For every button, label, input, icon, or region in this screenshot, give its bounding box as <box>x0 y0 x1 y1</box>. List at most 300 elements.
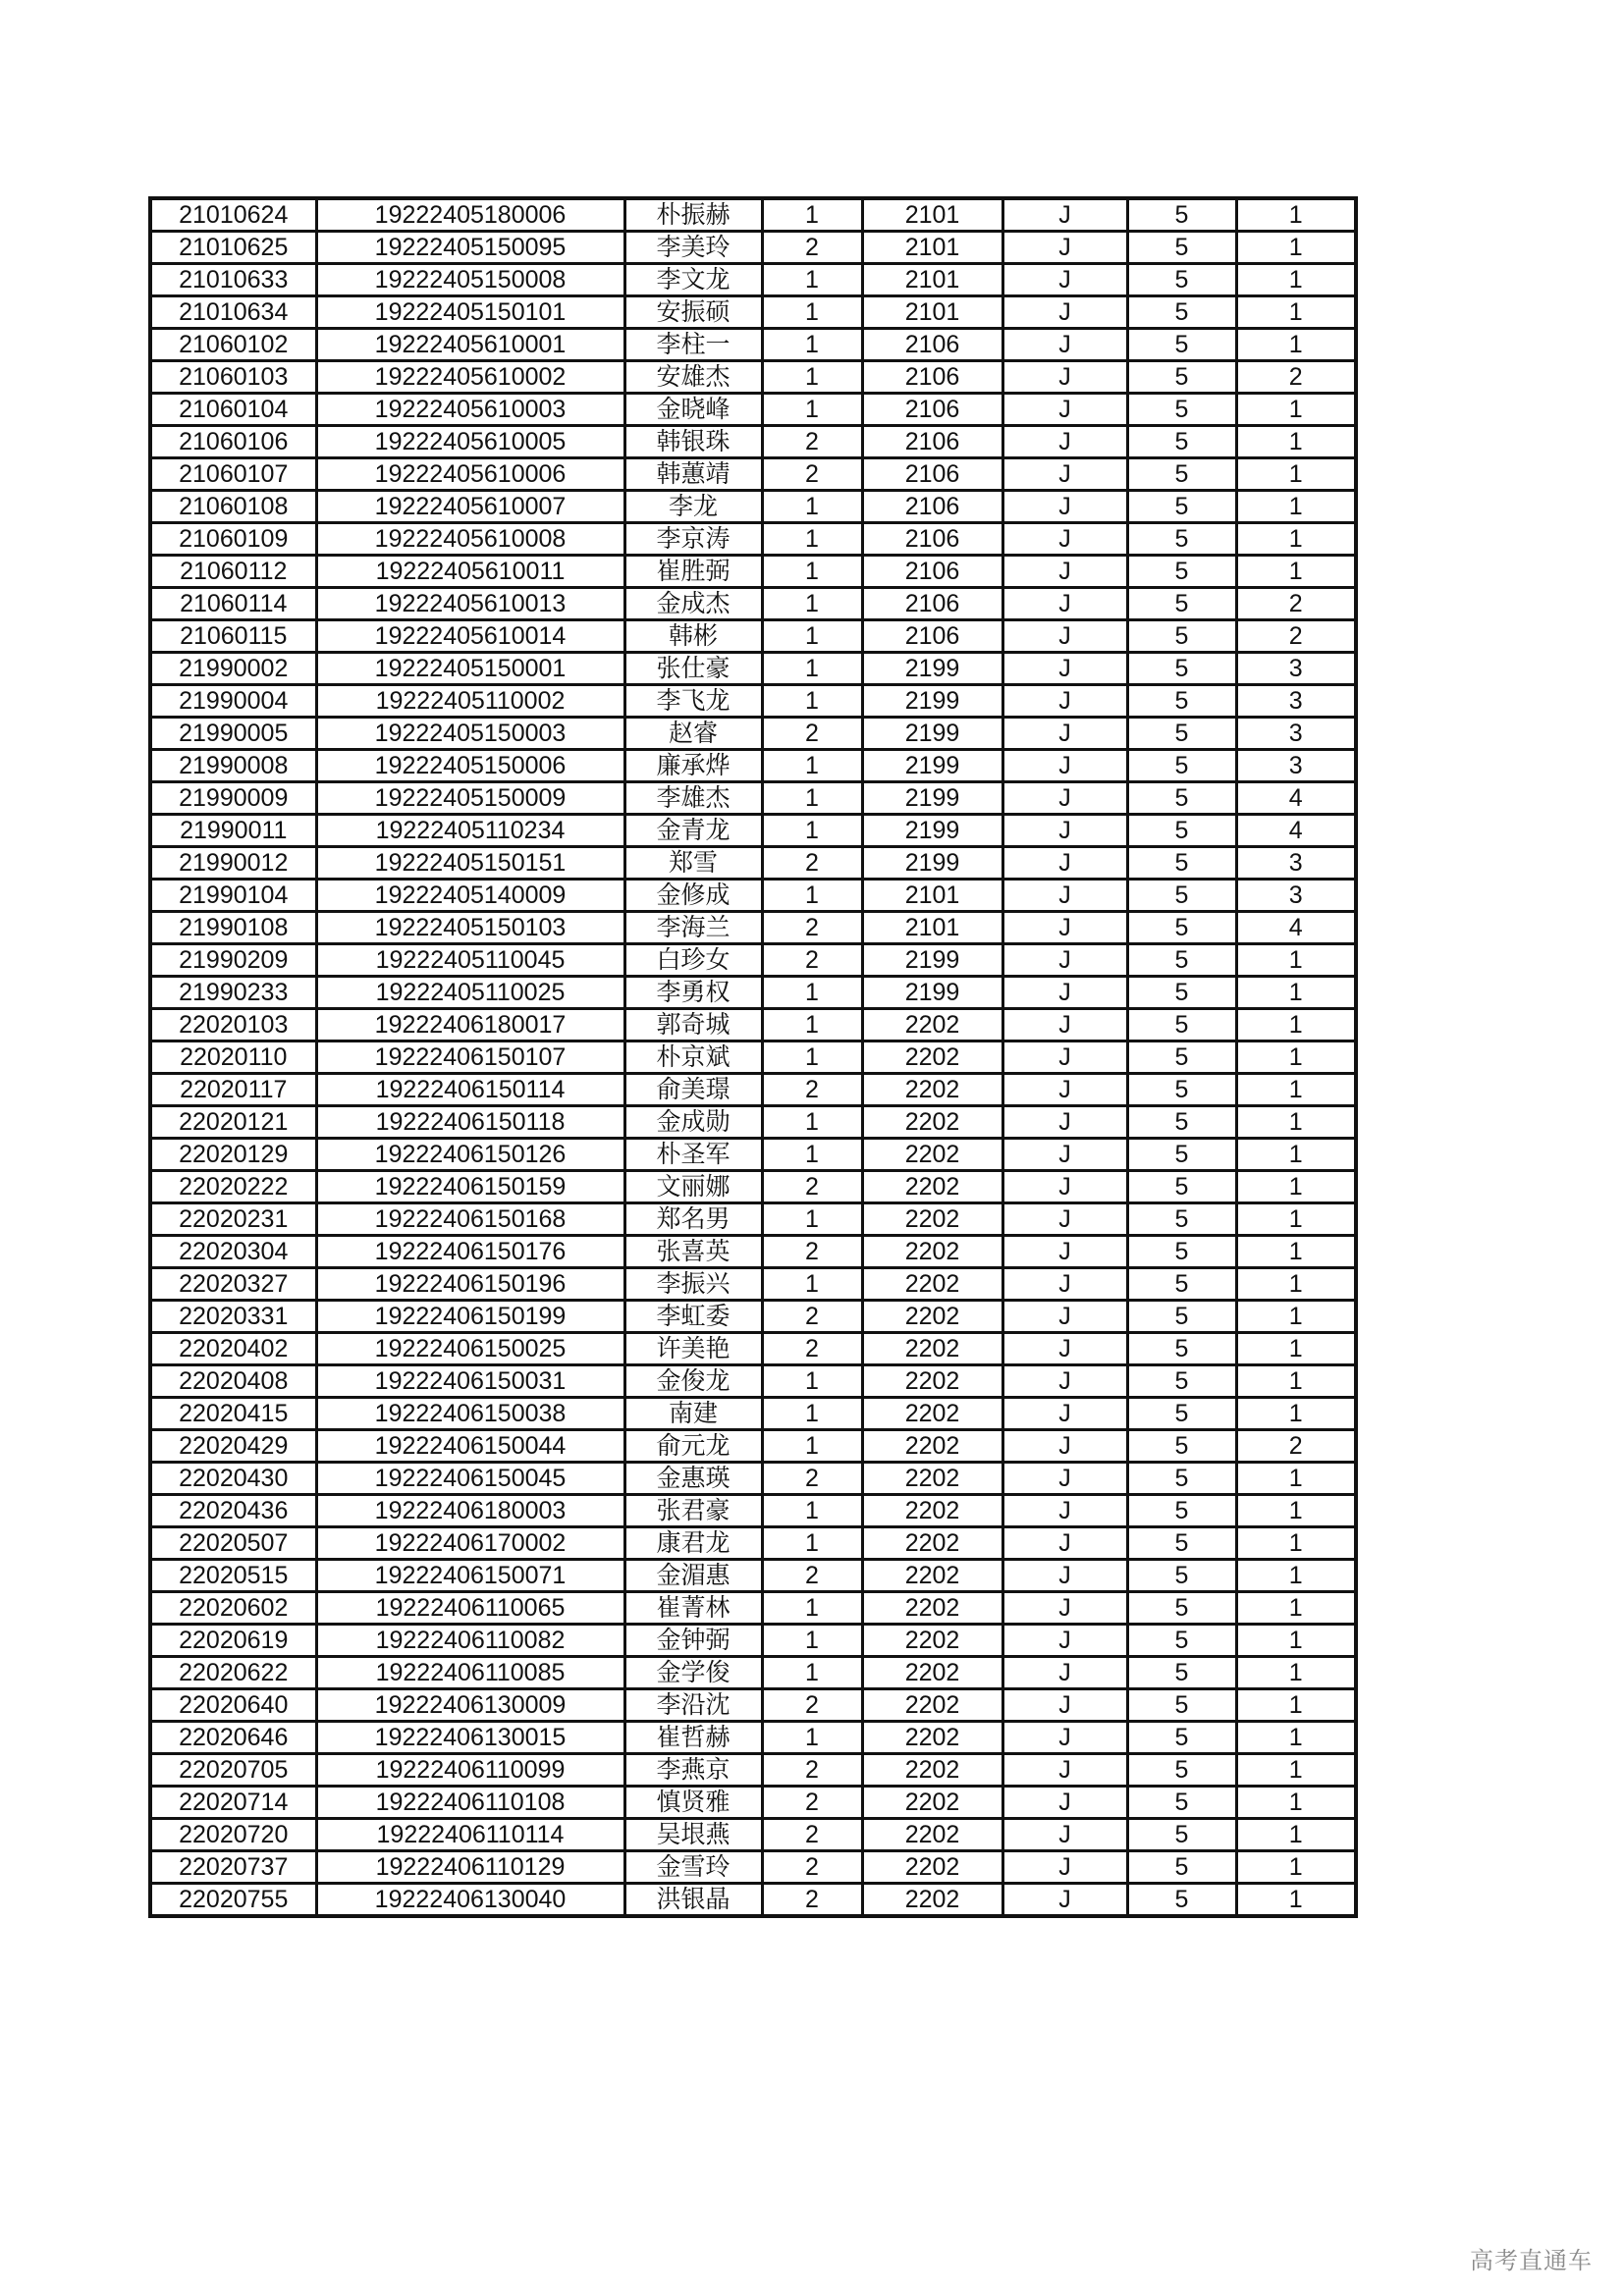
id-number-cell: 19222405150001 <box>316 653 624 685</box>
name-cell: 朴京斌 <box>624 1041 762 1074</box>
school-code-cell: 2202 <box>862 1009 1002 1041</box>
exam-number-cell: 21990005 <box>150 718 316 750</box>
id-number-cell: 19222406130009 <box>316 1689 624 1722</box>
id-number-cell: 19222405150095 <box>316 232 624 264</box>
exam-number-cell: 22020507 <box>150 1527 316 1560</box>
exam-number-cell: 21990012 <box>150 847 316 880</box>
type-cell: J <box>1002 685 1127 718</box>
table-row <box>150 1819 1356 1851</box>
school-code-cell: 2106 <box>862 458 1002 491</box>
gender-cell: 2 <box>762 1171 862 1203</box>
type-cell: J <box>1002 1236 1127 1268</box>
gender-cell: 1 <box>762 556 862 588</box>
table-row <box>150 1365 1356 1398</box>
table-row <box>150 458 1356 491</box>
table-row <box>150 198 1356 232</box>
id-number-cell: 19222406110099 <box>316 1754 624 1787</box>
exam-number-cell: 21010625 <box>150 232 316 264</box>
gender-cell: 1 <box>762 685 862 718</box>
exam-number-cell: 22020117 <box>150 1074 316 1106</box>
count-cell: 2 <box>1236 1430 1356 1463</box>
school-code-cell: 2202 <box>862 1754 1002 1787</box>
value-cell: 5 <box>1127 1722 1236 1754</box>
value-cell: 5 <box>1127 1236 1236 1268</box>
id-number-cell: 19222405150103 <box>316 912 624 944</box>
school-code-cell: 2202 <box>862 1236 1002 1268</box>
name-cell: 金成勋 <box>624 1106 762 1139</box>
count-cell: 1 <box>1236 198 1356 232</box>
exam-number-cell: 22020430 <box>150 1463 316 1495</box>
type-cell: J <box>1002 1689 1127 1722</box>
name-cell: 金雪玲 <box>624 1851 762 1884</box>
value-cell: 5 <box>1127 1527 1236 1560</box>
exam-number-cell: 21060115 <box>150 620 316 653</box>
table-row <box>150 1754 1356 1787</box>
id-number-cell: 19222405610006 <box>316 458 624 491</box>
table-row <box>150 1851 1356 1884</box>
id-number-cell: 19222405180006 <box>316 198 624 232</box>
count-cell: 1 <box>1236 523 1356 556</box>
exam-number-cell: 21990011 <box>150 815 316 847</box>
exam-number-cell: 21010633 <box>150 264 316 296</box>
value-cell: 5 <box>1127 1463 1236 1495</box>
gender-cell: 1 <box>762 1527 862 1560</box>
type-cell: J <box>1002 264 1127 296</box>
id-number-cell: 19222406150199 <box>316 1301 624 1333</box>
name-cell: 张喜英 <box>624 1236 762 1268</box>
exam-number-cell: 21060108 <box>150 491 316 523</box>
school-code-cell: 2199 <box>862 750 1002 782</box>
count-cell: 1 <box>1236 1819 1356 1851</box>
count-cell: 1 <box>1236 1236 1356 1268</box>
name-cell: 郭奇城 <box>624 1009 762 1041</box>
count-cell: 1 <box>1236 329 1356 361</box>
table-row <box>150 1301 1356 1333</box>
value-cell: 5 <box>1127 750 1236 782</box>
type-cell: J <box>1002 1754 1127 1787</box>
value-cell: 5 <box>1127 1333 1236 1365</box>
value-cell: 5 <box>1127 685 1236 718</box>
table-row <box>150 1139 1356 1171</box>
id-number-cell: 19222406110085 <box>316 1657 624 1689</box>
type-cell: J <box>1002 1398 1127 1430</box>
count-cell: 1 <box>1236 1851 1356 1884</box>
count-cell: 1 <box>1236 977 1356 1009</box>
type-cell: J <box>1002 620 1127 653</box>
count-cell: 3 <box>1236 750 1356 782</box>
value-cell: 5 <box>1127 1268 1236 1301</box>
count-cell: 1 <box>1236 1689 1356 1722</box>
value-cell: 5 <box>1127 653 1236 685</box>
exam-number-cell: 22020714 <box>150 1787 316 1819</box>
school-code-cell: 2202 <box>862 1365 1002 1398</box>
gender-cell: 1 <box>762 1041 862 1074</box>
gender-cell: 2 <box>762 912 862 944</box>
value-cell: 5 <box>1127 1041 1236 1074</box>
id-number-cell: 19222406170002 <box>316 1527 624 1560</box>
gender-cell: 1 <box>762 977 862 1009</box>
value-cell: 5 <box>1127 491 1236 523</box>
id-number-cell: 19222406150045 <box>316 1463 624 1495</box>
gender-cell: 1 <box>762 1625 862 1657</box>
school-code-cell: 2202 <box>862 1722 1002 1754</box>
count-cell: 1 <box>1236 1787 1356 1819</box>
table-row <box>150 912 1356 944</box>
id-number-cell: 19222406110108 <box>316 1787 624 1819</box>
exam-number-cell: 21060112 <box>150 556 316 588</box>
table-row <box>150 296 1356 329</box>
type-cell: J <box>1002 977 1127 1009</box>
school-code-cell: 2202 <box>862 1301 1002 1333</box>
id-number-cell: 19222405110234 <box>316 815 624 847</box>
id-number-cell: 19222405610003 <box>316 394 624 426</box>
table-row <box>150 1009 1356 1041</box>
name-cell: 康君龙 <box>624 1527 762 1560</box>
id-number-cell: 19222406110082 <box>316 1625 624 1657</box>
exam-number-cell: 21990009 <box>150 782 316 815</box>
name-cell: 崔菁林 <box>624 1592 762 1625</box>
table-row <box>150 1689 1356 1722</box>
count-cell: 1 <box>1236 1203 1356 1236</box>
type-cell: J <box>1002 198 1127 232</box>
school-code-cell: 2202 <box>862 1171 1002 1203</box>
name-cell: 朴圣军 <box>624 1139 762 1171</box>
gender-cell: 1 <box>762 880 862 912</box>
count-cell: 1 <box>1236 232 1356 264</box>
count-cell: 3 <box>1236 685 1356 718</box>
school-code-cell: 2202 <box>862 1787 1002 1819</box>
name-cell: 廉承烨 <box>624 750 762 782</box>
value-cell: 5 <box>1127 1009 1236 1041</box>
value-cell: 5 <box>1127 1689 1236 1722</box>
gender-cell: 2 <box>762 1754 862 1787</box>
type-cell: J <box>1002 1851 1127 1884</box>
gender-cell: 1 <box>762 1657 862 1689</box>
table-row <box>150 426 1356 458</box>
school-code-cell: 2199 <box>862 653 1002 685</box>
gender-cell: 2 <box>762 232 862 264</box>
table-row <box>150 361 1356 394</box>
name-cell: 崔胜弼 <box>624 556 762 588</box>
value-cell: 5 <box>1127 1074 1236 1106</box>
value-cell: 5 <box>1127 718 1236 750</box>
id-number-cell: 19222406150071 <box>316 1560 624 1592</box>
count-cell: 3 <box>1236 718 1356 750</box>
id-number-cell: 19222406130015 <box>316 1722 624 1754</box>
school-code-cell: 2202 <box>862 1203 1002 1236</box>
name-cell: 南建 <box>624 1398 762 1430</box>
count-cell: 1 <box>1236 458 1356 491</box>
value-cell: 5 <box>1127 458 1236 491</box>
exam-number-cell: 21010624 <box>150 198 316 232</box>
gender-cell: 2 <box>762 1236 862 1268</box>
exam-number-cell: 22020646 <box>150 1722 316 1754</box>
name-cell: 许美艳 <box>624 1333 762 1365</box>
name-cell: 郑名男 <box>624 1203 762 1236</box>
name-cell: 李文龙 <box>624 264 762 296</box>
count-cell: 1 <box>1236 264 1356 296</box>
school-code-cell: 2202 <box>862 1398 1002 1430</box>
school-code-cell: 2101 <box>862 296 1002 329</box>
id-number-cell: 19222405610013 <box>316 588 624 620</box>
table-row <box>150 847 1356 880</box>
exam-number-cell: 21060107 <box>150 458 316 491</box>
type-cell: J <box>1002 1301 1127 1333</box>
gender-cell: 1 <box>762 394 862 426</box>
exam-number-cell: 22020103 <box>150 1009 316 1041</box>
type-cell: J <box>1002 1592 1127 1625</box>
id-number-cell: 19222405110002 <box>316 685 624 718</box>
name-cell: 李柱一 <box>624 329 762 361</box>
gender-cell: 1 <box>762 1268 862 1301</box>
table-row <box>150 588 1356 620</box>
exam-number-cell: 21990002 <box>150 653 316 685</box>
exam-number-cell: 21060102 <box>150 329 316 361</box>
count-cell: 3 <box>1236 847 1356 880</box>
value-cell: 5 <box>1127 1430 1236 1463</box>
id-number-cell: 19222405610007 <box>316 491 624 523</box>
count-cell: 4 <box>1236 782 1356 815</box>
school-code-cell: 2106 <box>862 620 1002 653</box>
type-cell: J <box>1002 361 1127 394</box>
count-cell: 1 <box>1236 1754 1356 1787</box>
id-number-cell: 19222406150025 <box>316 1333 624 1365</box>
table-row <box>150 1657 1356 1689</box>
school-code-cell: 2202 <box>862 1527 1002 1560</box>
value-cell: 5 <box>1127 1819 1236 1851</box>
school-code-cell: 2202 <box>862 1074 1002 1106</box>
type-cell: J <box>1002 1625 1127 1657</box>
exam-number-cell: 22020429 <box>150 1430 316 1463</box>
school-code-cell: 2202 <box>862 1268 1002 1301</box>
school-code-cell: 2101 <box>862 232 1002 264</box>
exam-number-cell: 22020640 <box>150 1689 316 1722</box>
gender-cell: 1 <box>762 1203 862 1236</box>
type-cell: J <box>1002 912 1127 944</box>
count-cell: 1 <box>1236 1268 1356 1301</box>
id-number-cell: 19222406150159 <box>316 1171 624 1203</box>
exam-number-cell: 22020402 <box>150 1333 316 1365</box>
count-cell: 2 <box>1236 588 1356 620</box>
exam-number-cell: 22020408 <box>150 1365 316 1398</box>
gender-cell: 1 <box>762 815 862 847</box>
gender-cell: 1 <box>762 1495 862 1527</box>
school-code-cell: 2199 <box>862 815 1002 847</box>
type-cell: J <box>1002 1884 1127 1917</box>
type-cell: J <box>1002 1009 1127 1041</box>
count-cell: 1 <box>1236 1074 1356 1106</box>
exam-number-cell: 22020705 <box>150 1754 316 1787</box>
exam-number-cell: 21990108 <box>150 912 316 944</box>
count-cell: 1 <box>1236 1365 1356 1398</box>
count-cell: 1 <box>1236 1009 1356 1041</box>
name-cell: 李虹委 <box>624 1301 762 1333</box>
gender-cell: 1 <box>762 1430 862 1463</box>
school-code-cell: 2202 <box>862 1657 1002 1689</box>
name-cell: 李雄杰 <box>624 782 762 815</box>
id-number-cell: 19222405150006 <box>316 750 624 782</box>
watermark-text: 高考直通车 <box>1470 2247 1593 2274</box>
school-code-cell: 2202 <box>862 1592 1002 1625</box>
name-cell: 郑雪 <box>624 847 762 880</box>
table-row <box>150 1041 1356 1074</box>
id-number-cell: 19222406150118 <box>316 1106 624 1139</box>
count-cell: 1 <box>1236 1301 1356 1333</box>
school-code-cell: 2106 <box>862 329 1002 361</box>
table-row <box>150 944 1356 977</box>
count-cell: 4 <box>1236 912 1356 944</box>
name-cell: 金修成 <box>624 880 762 912</box>
id-number-cell: 19222406150114 <box>316 1074 624 1106</box>
gender-cell: 2 <box>762 1851 862 1884</box>
school-code-cell: 2202 <box>862 1041 1002 1074</box>
name-cell: 白珍女 <box>624 944 762 977</box>
value-cell: 5 <box>1127 944 1236 977</box>
exam-number-cell: 22020515 <box>150 1560 316 1592</box>
gender-cell: 2 <box>762 1884 862 1917</box>
name-cell: 李振兴 <box>624 1268 762 1301</box>
school-code-cell: 2202 <box>862 1495 1002 1527</box>
value-cell: 5 <box>1127 588 1236 620</box>
type-cell: J <box>1002 718 1127 750</box>
type-cell: J <box>1002 1139 1127 1171</box>
name-cell: 金晓峰 <box>624 394 762 426</box>
value-cell: 5 <box>1127 1106 1236 1139</box>
count-cell: 1 <box>1236 296 1356 329</box>
type-cell: J <box>1002 296 1127 329</box>
exam-number-cell: 22020222 <box>150 1171 316 1203</box>
id-number-cell: 19222405110045 <box>316 944 624 977</box>
table-row <box>150 1592 1356 1625</box>
type-cell: J <box>1002 1268 1127 1301</box>
name-cell: 俞元龙 <box>624 1430 762 1463</box>
count-cell: 1 <box>1236 1625 1356 1657</box>
name-cell: 金学俊 <box>624 1657 762 1689</box>
count-cell: 1 <box>1236 1722 1356 1754</box>
exam-number-cell: 21990209 <box>150 944 316 977</box>
gender-cell: 2 <box>762 1074 862 1106</box>
id-number-cell: 19222406150176 <box>316 1236 624 1268</box>
id-number-cell: 19222405610008 <box>316 523 624 556</box>
count-cell: 1 <box>1236 491 1356 523</box>
type-cell: J <box>1002 426 1127 458</box>
table-row <box>150 1106 1356 1139</box>
gender-cell: 2 <box>762 1819 862 1851</box>
name-cell: 韩银珠 <box>624 426 762 458</box>
count-cell: 1 <box>1236 394 1356 426</box>
gender-cell: 2 <box>762 1333 862 1365</box>
id-number-cell: 19222405610011 <box>316 556 624 588</box>
type-cell: J <box>1002 1527 1127 1560</box>
id-number-cell: 19222406180017 <box>316 1009 624 1041</box>
name-cell: 韩彬 <box>624 620 762 653</box>
table-row <box>150 1333 1356 1365</box>
exam-number-cell: 21990008 <box>150 750 316 782</box>
school-code-cell: 2202 <box>862 1625 1002 1657</box>
name-cell: 慎贤雅 <box>624 1787 762 1819</box>
value-cell: 5 <box>1127 912 1236 944</box>
school-code-cell: 2101 <box>862 198 1002 232</box>
gender-cell: 1 <box>762 588 862 620</box>
count-cell: 1 <box>1236 1171 1356 1203</box>
type-cell: J <box>1002 1041 1127 1074</box>
type-cell: J <box>1002 815 1127 847</box>
table-row <box>150 1074 1356 1106</box>
name-cell: 李勇权 <box>624 977 762 1009</box>
exam-number-cell: 22020327 <box>150 1268 316 1301</box>
school-code-cell: 2202 <box>862 1463 1002 1495</box>
school-code-cell: 2101 <box>862 880 1002 912</box>
table-row <box>150 1171 1356 1203</box>
value-cell: 5 <box>1127 620 1236 653</box>
school-code-cell: 2199 <box>862 782 1002 815</box>
school-code-cell: 2202 <box>862 1884 1002 1917</box>
gender-cell: 2 <box>762 1787 862 1819</box>
gender-cell: 1 <box>762 361 862 394</box>
table-row <box>150 977 1356 1009</box>
gender-cell: 1 <box>762 1009 862 1041</box>
gender-cell: 1 <box>762 296 862 329</box>
table-row <box>150 1236 1356 1268</box>
name-cell: 安振硕 <box>624 296 762 329</box>
gender-cell: 1 <box>762 750 862 782</box>
exam-number-cell: 22020231 <box>150 1203 316 1236</box>
school-code-cell: 2202 <box>862 1819 1002 1851</box>
name-cell: 赵睿 <box>624 718 762 750</box>
value-cell: 5 <box>1127 1592 1236 1625</box>
school-code-cell: 2202 <box>862 1560 1002 1592</box>
exam-number-cell: 22020737 <box>150 1851 316 1884</box>
id-number-cell: 19222406130040 <box>316 1884 624 1917</box>
type-cell: J <box>1002 1722 1127 1754</box>
exam-number-cell: 21060106 <box>150 426 316 458</box>
type-cell: J <box>1002 588 1127 620</box>
exam-number-cell: 22020622 <box>150 1657 316 1689</box>
exam-number-cell: 21060103 <box>150 361 316 394</box>
type-cell: J <box>1002 523 1127 556</box>
table-row <box>150 1884 1356 1917</box>
value-cell: 5 <box>1127 847 1236 880</box>
gender-cell: 2 <box>762 847 862 880</box>
id-number-cell: 19222405610005 <box>316 426 624 458</box>
id-number-cell: 19222405140009 <box>316 880 624 912</box>
name-cell: 金青龙 <box>624 815 762 847</box>
value-cell: 5 <box>1127 426 1236 458</box>
type-cell: J <box>1002 1657 1127 1689</box>
school-code-cell: 2202 <box>862 1139 1002 1171</box>
id-number-cell: 19222406150107 <box>316 1041 624 1074</box>
value-cell: 5 <box>1127 556 1236 588</box>
gender-cell: 2 <box>762 426 862 458</box>
value-cell: 5 <box>1127 782 1236 815</box>
name-cell: 李京涛 <box>624 523 762 556</box>
name-cell: 韩蕙靖 <box>624 458 762 491</box>
roster-table-body <box>150 198 1356 1916</box>
id-number-cell: 19222406110114 <box>316 1819 624 1851</box>
id-number-cell: 19222405610014 <box>316 620 624 653</box>
count-cell: 1 <box>1236 1884 1356 1917</box>
name-cell: 俞美璟 <box>624 1074 762 1106</box>
gender-cell: 2 <box>762 1689 862 1722</box>
table-row <box>150 329 1356 361</box>
value-cell: 5 <box>1127 1560 1236 1592</box>
count-cell: 2 <box>1236 361 1356 394</box>
school-code-cell: 2106 <box>862 588 1002 620</box>
school-code-cell: 2202 <box>862 1333 1002 1365</box>
count-cell: 1 <box>1236 1106 1356 1139</box>
student-roster-table <box>148 196 1358 1918</box>
id-number-cell: 19222405150101 <box>316 296 624 329</box>
